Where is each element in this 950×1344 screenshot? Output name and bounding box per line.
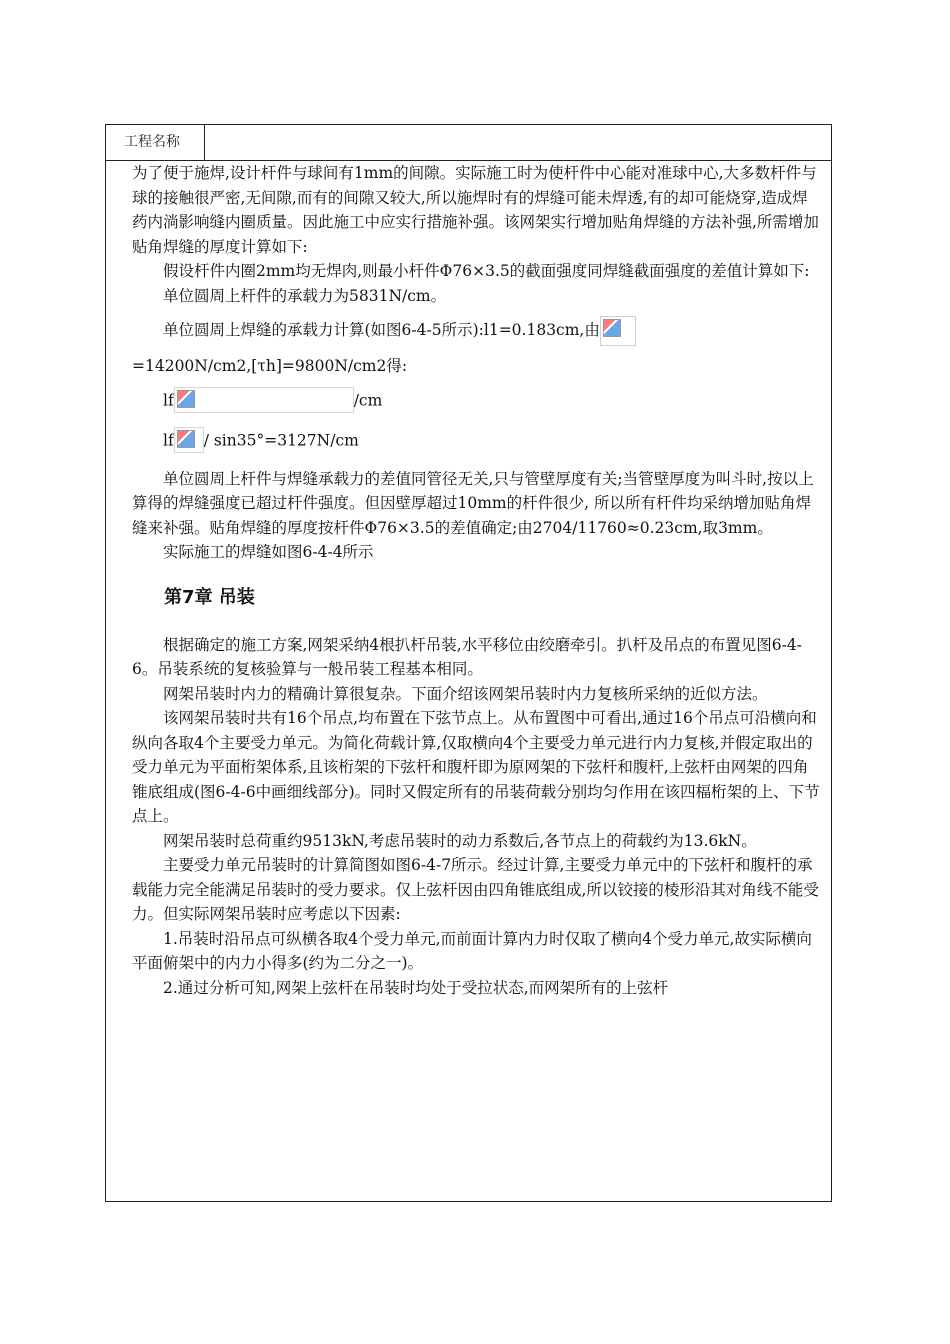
paragraph: 根据确定的施工方案,网架采纳4根扒杆吊装,水平移位由绞磨牵引。扒杆及吊点的布置见图6-4-6。吊装系统的复核验算与一般吊装工程基本相同。: [132, 635, 802, 678]
formula-image-icon: [174, 387, 354, 413]
paragraph: 网架吊装时内力的精确计算很复杂。下面介绍该网架吊装时内力复核所采纳的近似方法。: [163, 684, 768, 703]
document-body: [132, 161, 822, 1000]
paragraph: 1.吊装时沿吊点可纵横各取4个受力单元,而前面计算内力时仅取了横向4个受力单元,故实际横向平面俯架中的内力小得多(约为二分之一)。: [132, 929, 812, 972]
project-name-label: 工程名称: [106, 125, 205, 160]
formula-image-icon: [600, 316, 636, 346]
formula-text: / sin35°=3127N/cm: [203, 431, 359, 449]
chapter-heading: 第7章 吊装: [164, 586, 255, 608]
formula-image-icon: [174, 427, 204, 453]
paragraph: 单位圆周上杆件与焊缝承载力的差值同管径无关,只与管壁厚度有关;当管壁厚度为叫斗时,按以上算得的焊缝强度已超过杆件强度。但因壁厚超过10mm的杆件很少, 所以所有杆件均采纳增加贴角焊缝来补强。贴角焊缝的厚度按杆件Φ76×3.5的差值确定;由2704/11760≈0.23cm,取3mm。: [132, 469, 814, 537]
paragraph: 单位圆周上杆件的承载力为5831N/cm。: [163, 286, 447, 305]
paragraph: 网架吊装时总荷重约9513kN,考虑吊装时的动力系数后,各节点上的荷载约为13.6kN。: [163, 831, 757, 850]
formula-text: /cm: [353, 391, 383, 409]
paragraph: 主要受力单元吊装时的计算简图如图6-4-7所示。经过计算,主要受力单元中的下弦杆和腹杆的承载能力完全能满足吊装时的受力要求。仅上弦杆因由四角锥底组成,所以铰接的棱形沿其对角线不能受力。但实际网架吊装时应考虑以下因素:: [132, 856, 819, 923]
document-table: [105, 124, 832, 1202]
formula-line: [132, 427, 822, 453]
paragraph: 为了便于施焊,设计杆件与球间有1mm的间隙。实际施工时为使杆件中心能对准球中心,大多数杆件与球的接触很严密,无间隙,而有的间隙又较大,所以施焊时有的焊缝可能未焊透,有的却可能烧穿,造成焊药内淌影响缝内圈质量。因此施工中应实行措施补强。该网架实行增加贴角焊缝的方法补强,所需增加贴角焊缝的厚度计算如下:: [132, 164, 819, 256]
formula-line: [132, 387, 822, 413]
formula-text: lf: [163, 391, 174, 409]
paragraph: [132, 316, 822, 346]
paragraph: 实际施工的焊缝如图6-4-4所示: [163, 543, 374, 561]
paragraph: 该网架吊装时共有16个吊点,均布置在下弦节点上。从布置图中可看出,通过16个吊点可沿横向和纵向各取4个主要受力单元。为简化荷载计算,仅取横向4个主要受力单元进行内力复核,并假定取出的受力单元为平面桁架体系,且该桁架的下弦杆和腹杆即为原网架的下弦杆和腹杆,上弦杆由网架的四角锥底组成(图6-4-6中画细线部分)。同时又假定所有的吊装荷载分别均匀作用在该四楅桁架的上、下节点上。: [132, 709, 820, 825]
formula-text: lf: [163, 431, 174, 449]
paragraph: =14200N/cm2,[τh]=9800N/cm2得:: [132, 357, 408, 375]
paragraph: 2.通过分析可知,网架上弦杆在吊装时均处于受拉状态,而网架所有的上弦杆: [163, 978, 669, 997]
paragraph: 假设杆件内圈2mm均无焊肉,则最小杆件Φ76×3.5的截面强度同焊缝截面强度的差值计算如下:: [163, 262, 810, 280]
header-row: [106, 125, 831, 161]
paragraph-text: 单位圆周上焊缝的承载力计算(如图6-4-5所示):l1=0.183cm,由: [163, 321, 600, 339]
